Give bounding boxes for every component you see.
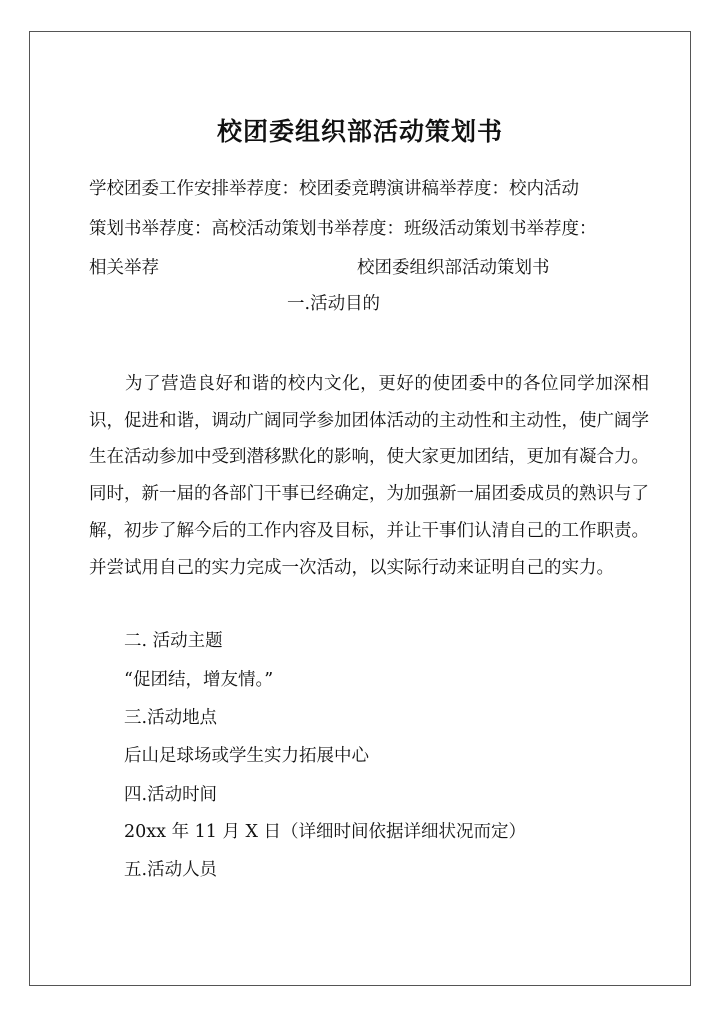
intro-line-3-right: 校团委组织部活动策划书 <box>357 258 550 278</box>
section-1-body: 为了营造良好和谐的校内文化，更好的使团委中的各位同学加深相识，促进和谐，调动广阔同学参加团体活动的主动性和主动性，使广阔学生在活动参加中受到潜移默化的影响，使大家更加团结，更加有凝合力。同时，新一届的各部门干事已经确定，为加强新一届团委成员的熟识与了解，初步了解今后的工作内容及目标，并让干事们认清自己的工作职责。并尝试用自己的实力完成一次活动，以实际行动来证明自己的实力。 <box>89 374 649 578</box>
intro-line-2: 策划书举荐度：高校活动策划书举荐度：班级活动策划书举荐度： <box>89 219 597 239</box>
intro-line-3-left: 相关举荐 <box>89 258 159 278</box>
section-3-heading: 三.活动地点 <box>124 708 218 728</box>
document-title: 校团委组织部活动策划书 <box>216 117 503 146</box>
section-1-heading: 一.活动目的 <box>287 294 381 314</box>
section-3-body: 后山足球场或学生实力拓展中心 <box>124 746 369 766</box>
section-2-heading: 二. 活动主题 <box>124 631 223 651</box>
section-4-heading: 四.活动时间 <box>124 785 218 805</box>
intro-line-1: 学校团委工作安排举荐度：校团委竞聘演讲稿举荐度：校内活动 <box>89 179 579 199</box>
section-2-body: “促团结，增友情。” <box>124 670 274 690</box>
section-5-heading: 五.活动人员 <box>124 860 218 880</box>
section-4-body: 20xx 年 11 月 X 日（详细时间依据详细状况而定） <box>124 822 527 842</box>
